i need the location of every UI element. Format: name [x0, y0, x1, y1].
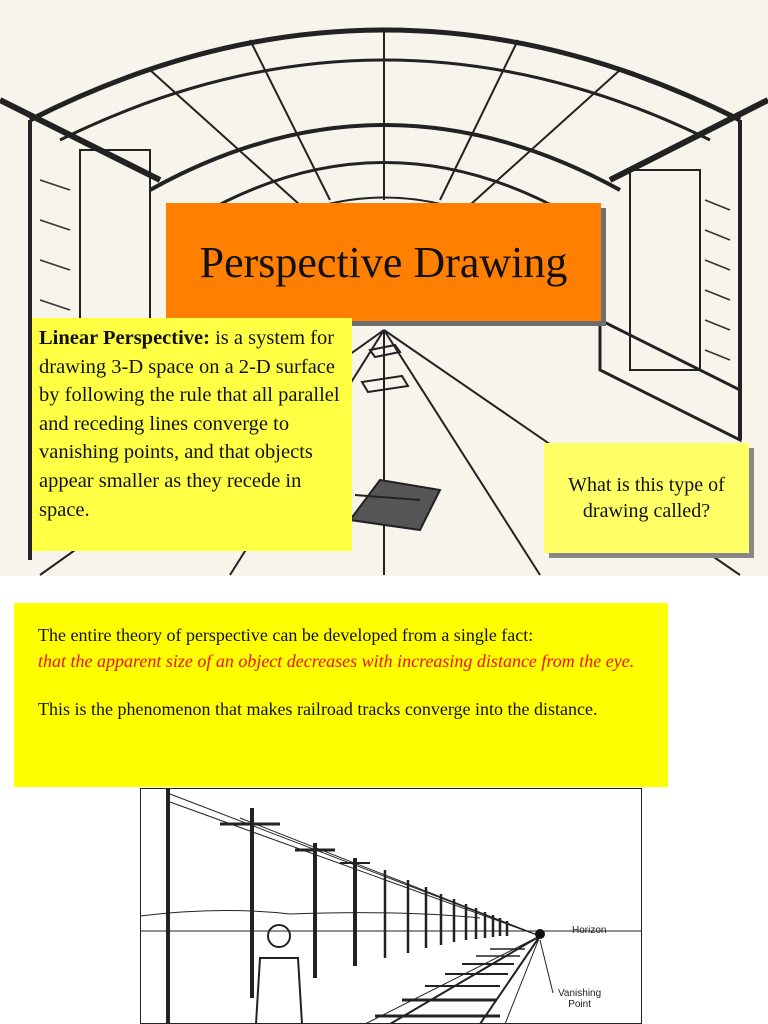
- fact-box: [14, 603, 668, 787]
- horizon-label: Horizon: [572, 925, 607, 936]
- fact-intro: The entire theory of perspective can be developed from a single fact:: [38, 625, 534, 645]
- definition-term: Linear Perspective:: [39, 327, 210, 349]
- vanishing-label-line1: Vanishing: [558, 988, 602, 999]
- railroad-text: This is the phenomenon that makes railroad tracks converge into the distance.: [38, 699, 598, 719]
- vanishing-point-label: [558, 988, 601, 1010]
- definition-box: [32, 318, 352, 551]
- fact-highlight: that the apparent size of an object decreases with increasing distance from the eye.: [38, 651, 635, 671]
- vanishing-label-line2: Point: [568, 999, 591, 1010]
- railroad-diagram: [140, 788, 642, 1024]
- fact-paragraph: [38, 622, 644, 674]
- slide-title: Perspective Drawing: [166, 203, 601, 321]
- definition-text: is a system for drawing 3-D space on a 2-D surface by following the rule that all parallel and receding lines converge to vanishing points, and that objects appear smaller as they recede in space.: [39, 327, 340, 521]
- question-box: What is this type of drawing called?: [544, 443, 749, 553]
